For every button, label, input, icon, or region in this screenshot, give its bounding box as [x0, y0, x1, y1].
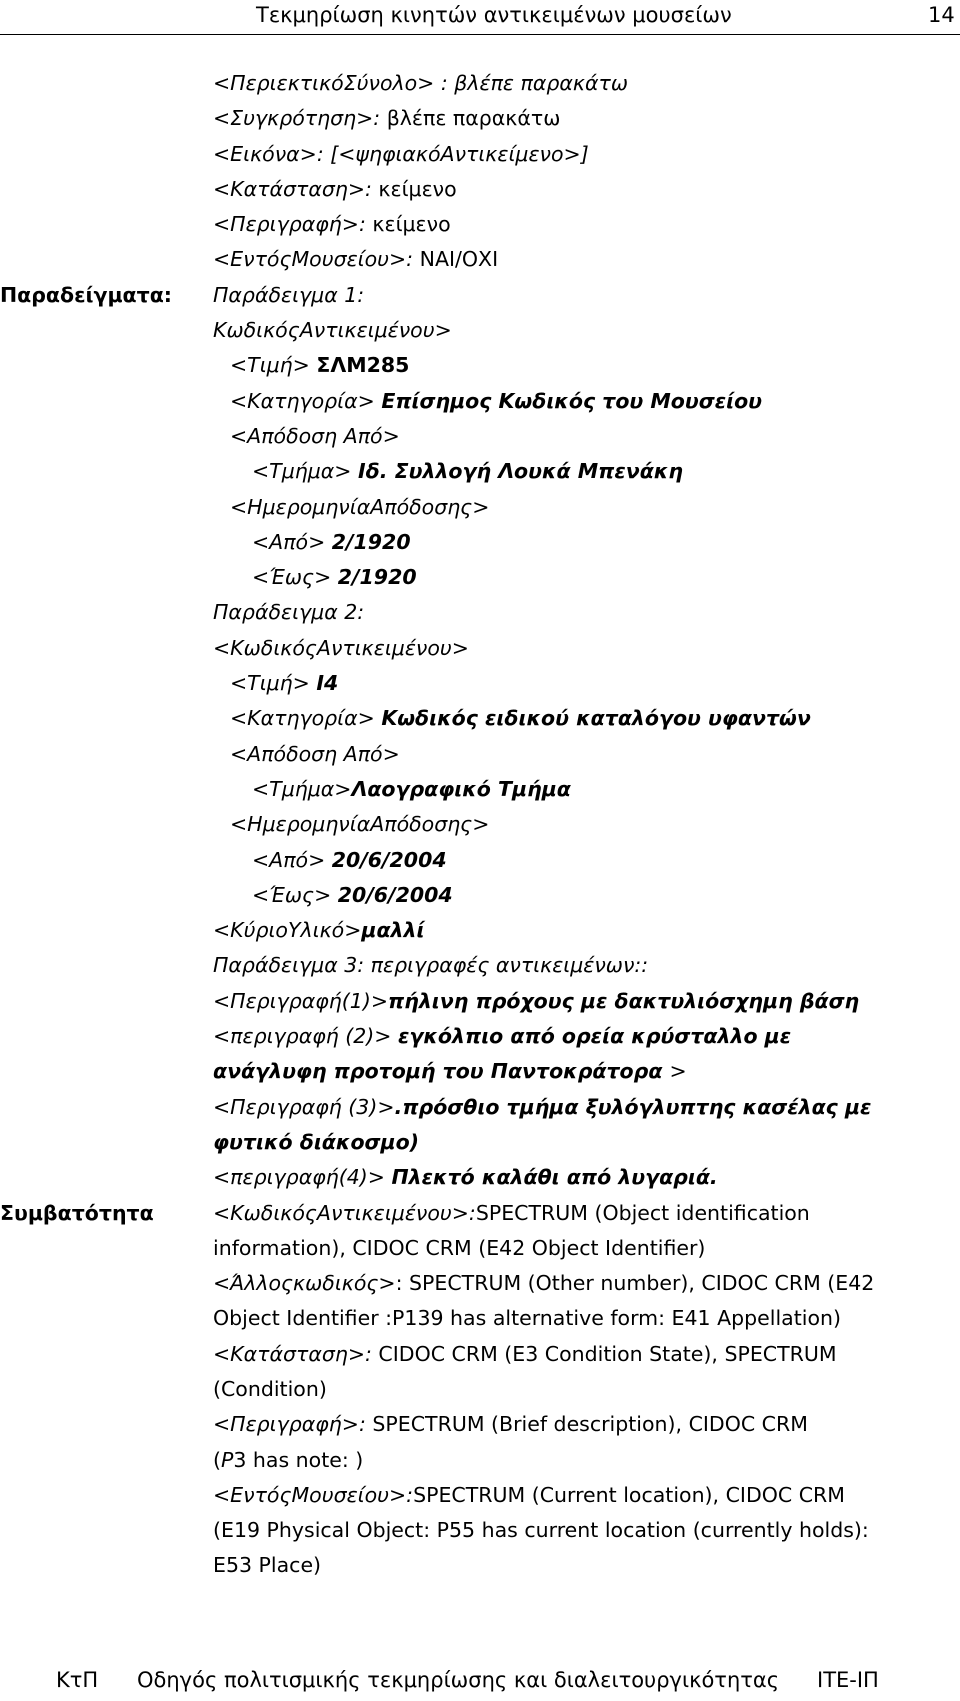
line-text [230, 384, 762, 419]
line-text [213, 913, 424, 948]
line-segment: μαλλί [361, 918, 425, 943]
line-text [213, 948, 648, 983]
line-segment: ΝΑΙ/ΟΧΙ [419, 247, 499, 272]
line-segment: P [221, 1447, 234, 1472]
line-segment: : SPECTRUM (Other number), CIDOC CRM (E42 [395, 1271, 875, 1296]
line-text [213, 1125, 419, 1160]
line-text [230, 807, 489, 842]
line-text [213, 1054, 687, 1089]
text-line [0, 172, 960, 207]
line-segment: SPECTRUM (Brief description), CIDOC CRM [372, 1412, 808, 1437]
line-text [213, 1513, 869, 1548]
line-text [213, 1301, 841, 1336]
line-text [213, 631, 469, 666]
line-text [230, 701, 811, 736]
line-segment: κείμενο [378, 176, 457, 201]
text-line [0, 1266, 960, 1301]
text-line [0, 66, 960, 101]
text-line [0, 1196, 960, 1231]
line-text [213, 1231, 705, 1266]
line-segment: Κωδικός ειδικού καταλόγου υφαντών [381, 706, 811, 731]
line-text [230, 666, 338, 701]
line-segment: <ΕντόςΜουσείου>: [213, 1482, 414, 1507]
text-line [0, 1231, 960, 1266]
line-segment: <ΗμερομηνίαΑπόδοσης> [230, 812, 490, 837]
text-line [0, 101, 960, 136]
text-line [0, 878, 960, 913]
line-segment: <ΕντόςΜουσείου>: [213, 247, 420, 272]
text-line [0, 807, 960, 842]
line-segment: <Απόδοση Από> [230, 423, 400, 448]
page-header [0, 0, 960, 35]
line-segment: <Περιγραφή(1)> [213, 988, 389, 1013]
text-line [0, 984, 960, 1019]
line-text [213, 66, 628, 101]
line-segment: <Από> [252, 529, 332, 554]
line-segment: <Εικόνα>: [<ψηφιακόΑντικείμενο>] [213, 141, 589, 166]
line-segment: <ΠεριεκτικόΣύνολο> : βλέπε παρακάτω [213, 71, 629, 95]
text-line [0, 595, 960, 630]
text-line [0, 1337, 960, 1372]
line-text [213, 1407, 808, 1442]
line-text [213, 1548, 321, 1583]
line-segment: 2/1920 [331, 529, 411, 554]
footer-center: Οδηγός πολιτισμικής τεκμηρίωσης και διαλειτουργικότητας [137, 1668, 780, 1692]
line-segment: <Από> [252, 847, 332, 872]
line-segment: ΚωδικόςΑντικειμένου> [213, 318, 452, 343]
text-line [0, 490, 960, 525]
line-text [213, 278, 364, 313]
text-line [0, 772, 960, 807]
line-segment: 20/6/2004 [337, 882, 453, 907]
line-text [252, 560, 417, 595]
line-segment: 2/1920 [337, 565, 417, 590]
line-segment: <Κατάσταση>: [213, 1341, 379, 1366]
line-text [230, 737, 400, 772]
line-text [213, 1266, 874, 1301]
line-segment: Πλεκτό καλάθι από λυγαριά. [391, 1165, 718, 1190]
line-segment: <ΚύριοΥλικό> [213, 918, 362, 943]
line-text [213, 101, 560, 136]
line-segment: SPECTRUM (Current location), CIDOC CRM [413, 1482, 845, 1507]
text-line [0, 137, 960, 172]
line-segment: <περιγραφή (2)> [213, 1024, 398, 1049]
line-segment: <Άλλοςκωδικός> [213, 1271, 396, 1296]
line-text [213, 1372, 327, 1407]
line-segment: .πρόσθιο τμήμα ξυλόγλυπτης κασέλας με [394, 1094, 872, 1119]
line-segment: ( [213, 1447, 221, 1472]
footer-right: ΙΤΕ-ΙΠ [817, 1668, 879, 1692]
text-line [0, 666, 960, 701]
line-segment: Object Identifier :P139 has alternative form: E41 Appellation) [213, 1306, 841, 1331]
line-segment: πήλινη πρόχους με δακτυλιόσχημη βάση [388, 988, 860, 1013]
text-line [0, 1125, 960, 1160]
text-line [0, 1513, 960, 1548]
page-number: 14 [928, 3, 955, 27]
line-text [213, 137, 589, 172]
line-segment: <Τμήμα> [252, 459, 358, 484]
line-segment: (Condition) [213, 1376, 327, 1401]
text-line [0, 948, 960, 983]
text-line [0, 1478, 960, 1513]
line-text [213, 984, 859, 1019]
line-segment: <Περιγραφή>: [213, 212, 373, 237]
line-segment: <Συγκρότηση>: [213, 106, 387, 131]
line-segment: E53 Place) [213, 1553, 322, 1578]
line-segment: <Κατάσταση>: [213, 176, 379, 201]
page-footer [0, 1656, 960, 1701]
text-line [0, 631, 960, 666]
line-text [213, 1196, 810, 1231]
text-line [0, 1443, 960, 1478]
line-text [230, 348, 409, 383]
text-line [0, 1160, 960, 1195]
text-line [0, 1090, 960, 1125]
line-segment: Παράδειγμα 3: περιγραφές αντικειμένων:: [213, 953, 649, 978]
text-line [0, 454, 960, 489]
line-segment: <Τμήμα> [252, 776, 352, 801]
line-segment: 3 has note: ) [233, 1447, 364, 1472]
line-text [213, 172, 457, 207]
line-segment: Επίσημος Κωδικός του Μουσείου [381, 388, 763, 413]
line-text [252, 525, 411, 560]
line-segment: Ιδ. Συλλογή Λουκά Μπενάκη [357, 459, 684, 484]
line-segment: <Έως> [252, 565, 338, 590]
line-text [252, 843, 447, 878]
line-segment: Παράδειγμα 2: [213, 600, 365, 625]
line-segment: <Έως> [252, 882, 338, 907]
line-segment: ανάγλυφη προτομή του Παντοκράτορα [213, 1059, 670, 1084]
text-line [0, 1019, 960, 1054]
line-text [213, 207, 451, 242]
header-title: Τεκμηρίωση κινητών αντικειμένων μουσείων [256, 3, 732, 27]
text-line [0, 560, 960, 595]
line-segment: CIDOC CRM (E3 Condition State), SPECTRUM [378, 1341, 837, 1366]
side-label-examples: Παραδείγματα: [0, 282, 172, 307]
text-line [0, 1054, 960, 1089]
line-text [213, 1019, 791, 1054]
text-line [0, 1372, 960, 1407]
line-segment: <Τιμή> [230, 671, 317, 696]
line-segment: <ΚωδικόςΑντικειμένου>: [213, 1200, 476, 1225]
line-segment: ΣΛΜ285 [316, 353, 410, 378]
line-segment: > [669, 1059, 687, 1084]
text-line [0, 737, 960, 772]
text-line [0, 1301, 960, 1336]
line-segment: φυτικό διάκοσμο) [213, 1129, 420, 1154]
line-text [213, 1160, 718, 1195]
line-text [213, 313, 452, 348]
line-segment: <Κατηγορία> [230, 388, 382, 413]
line-text [213, 242, 498, 277]
line-segment: information), CIDOC CRM (E42 Object Identifier) [213, 1235, 706, 1260]
text-line [0, 313, 960, 348]
text-line [0, 278, 960, 313]
line-segment: <Κατηγορία> [230, 706, 382, 731]
line-text [213, 595, 364, 630]
line-segment: Λαογραφικό Τμήμα [351, 776, 571, 801]
line-segment: <Τιμή> [230, 353, 317, 378]
line-segment: (E19 Physical Object: P55 has current location (currently holds): [213, 1518, 869, 1543]
line-segment: Ι4 [316, 671, 339, 696]
line-segment: <ΚωδικόςΑντικειμένου> [213, 635, 469, 660]
line-segment: <Περιγραφή>: [213, 1412, 373, 1437]
text-line [0, 242, 960, 277]
text-line [0, 913, 960, 948]
line-text [213, 1337, 837, 1372]
text-line [0, 701, 960, 736]
side-label-compatibility: Συμβατότητα [0, 1200, 154, 1225]
line-text [252, 454, 683, 489]
text-line [0, 384, 960, 419]
line-text [252, 878, 453, 913]
text-line [0, 348, 960, 383]
line-text [213, 1478, 845, 1513]
text-line [0, 1548, 960, 1583]
line-segment: 20/6/2004 [331, 847, 447, 872]
line-segment: εγκόλπιο από ορεία κρύσταλλο με [397, 1024, 792, 1049]
text-line [0, 525, 960, 560]
line-segment: <Απόδοση Από> [230, 741, 400, 766]
text-line [0, 419, 960, 454]
line-segment: βλέπε παρακάτω [386, 106, 561, 131]
line-segment: κείμενο [372, 212, 451, 237]
line-segment: Παράδειγμα 1: [213, 282, 365, 307]
document-body [0, 66, 960, 1584]
line-segment: SPECTRUM (Object identification [475, 1200, 810, 1225]
text-line [0, 843, 960, 878]
text-line [0, 1407, 960, 1442]
line-segment: <ΗμερομηνίαΑπόδοσης> [230, 494, 490, 519]
line-text [252, 772, 571, 807]
footer-left: ΚτΠ [56, 1668, 99, 1692]
line-text [213, 1443, 363, 1478]
line-text [230, 490, 489, 525]
line-text [230, 419, 400, 454]
line-segment: <περιγραφή(4)> [213, 1165, 392, 1190]
line-segment: <Περιγραφή (3)> [213, 1094, 395, 1119]
text-line [0, 207, 960, 242]
line-text [213, 1090, 871, 1125]
